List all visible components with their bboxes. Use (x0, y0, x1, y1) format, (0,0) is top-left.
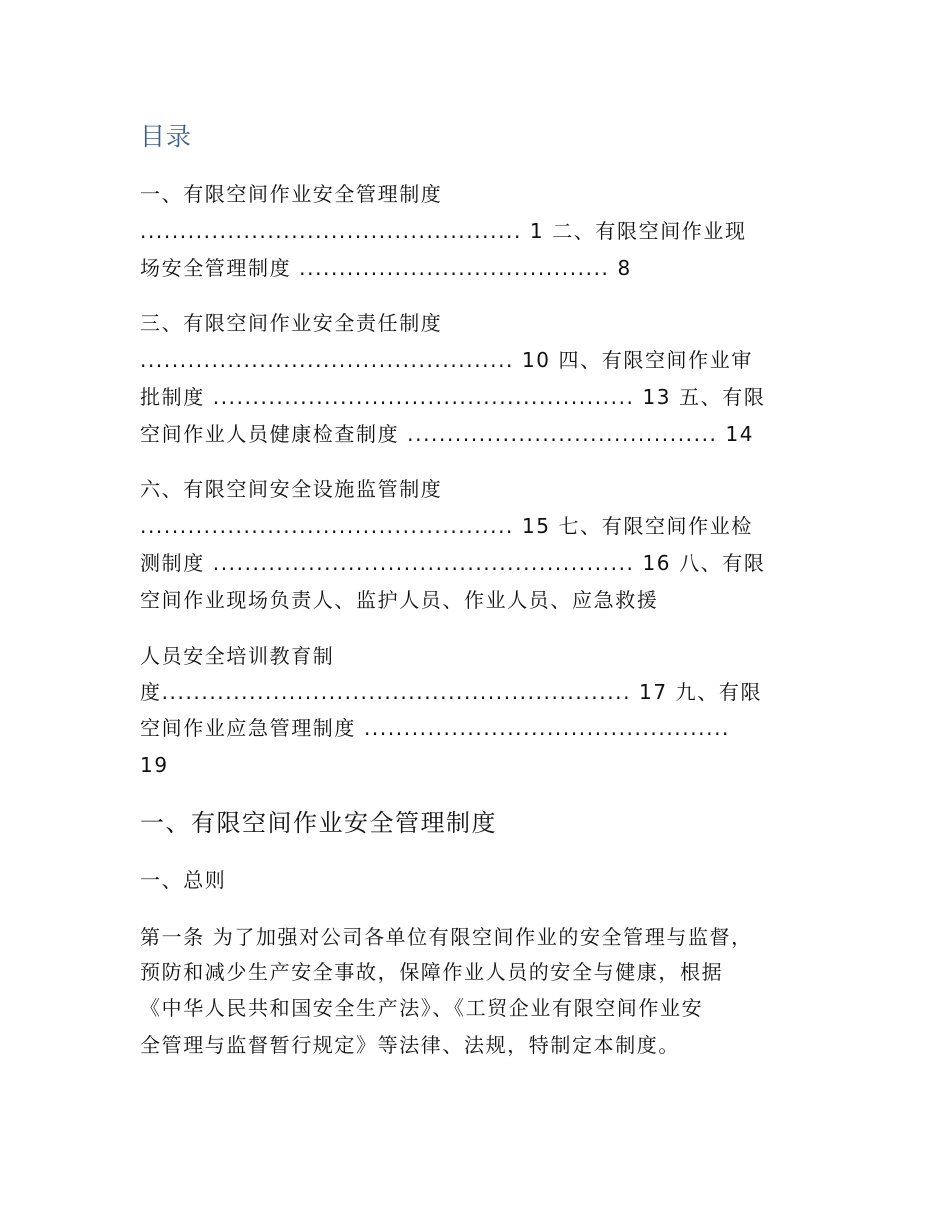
toc-line: 六、有限空间安全设施监管制度 (140, 477, 443, 501)
toc-line: 空间作业人员健康检查制度 ....................................... 14 (140, 422, 755, 446)
toc-line: 人员安全培训教育制 (140, 644, 335, 668)
toc-line: 19 (140, 753, 169, 777)
toc-line: 空间作业现场负责人、监护人员、作业人员、应急救援 (140, 588, 659, 612)
paragraph-line: 第一条 为了加强对公司各单位有限空间作业的安全管理与监督， (140, 925, 753, 949)
toc-line: ............................................... 10 四、有限空间作业审 (140, 348, 753, 372)
toc-line: 批制度 ..................................................... 13 五、有限 (140, 385, 766, 409)
sub-heading: 一、总则 (140, 868, 227, 892)
toc-line: 度........................................................... 17 九、有限 (140, 680, 763, 704)
paragraph-line: 《中华人民共和国安全生产法》、《工贸企业有限空间作业安 (140, 996, 704, 1020)
toc-line: ............................................... 15 七、有限空间作业检 (140, 514, 753, 538)
toc-line: 三、有限空间作业安全责任制度 (140, 311, 443, 335)
paragraph-line: 全管理与监督暂行规定》等法律、法规，特制定本制度。 (140, 1033, 680, 1057)
toc-line: ................................................ 1 二、有限空间作业现 (140, 219, 747, 243)
toc-line: 一、有限空间作业安全管理制度 (140, 182, 443, 206)
toc-line: 场安全管理制度 ....................................... 8 (140, 256, 632, 280)
toc-title: 目录 (140, 122, 193, 151)
paragraph-line: 预防和减少生产安全事故，保障作业人员的安全与健康，根据 (140, 960, 724, 984)
toc-line: 测制度 ..................................................... 16 八、有限 (140, 551, 766, 575)
toc-line: 空间作业应急管理制度 .............................................. (140, 716, 730, 740)
section-heading: 一、有限空间作业安全管理制度 (140, 809, 497, 837)
